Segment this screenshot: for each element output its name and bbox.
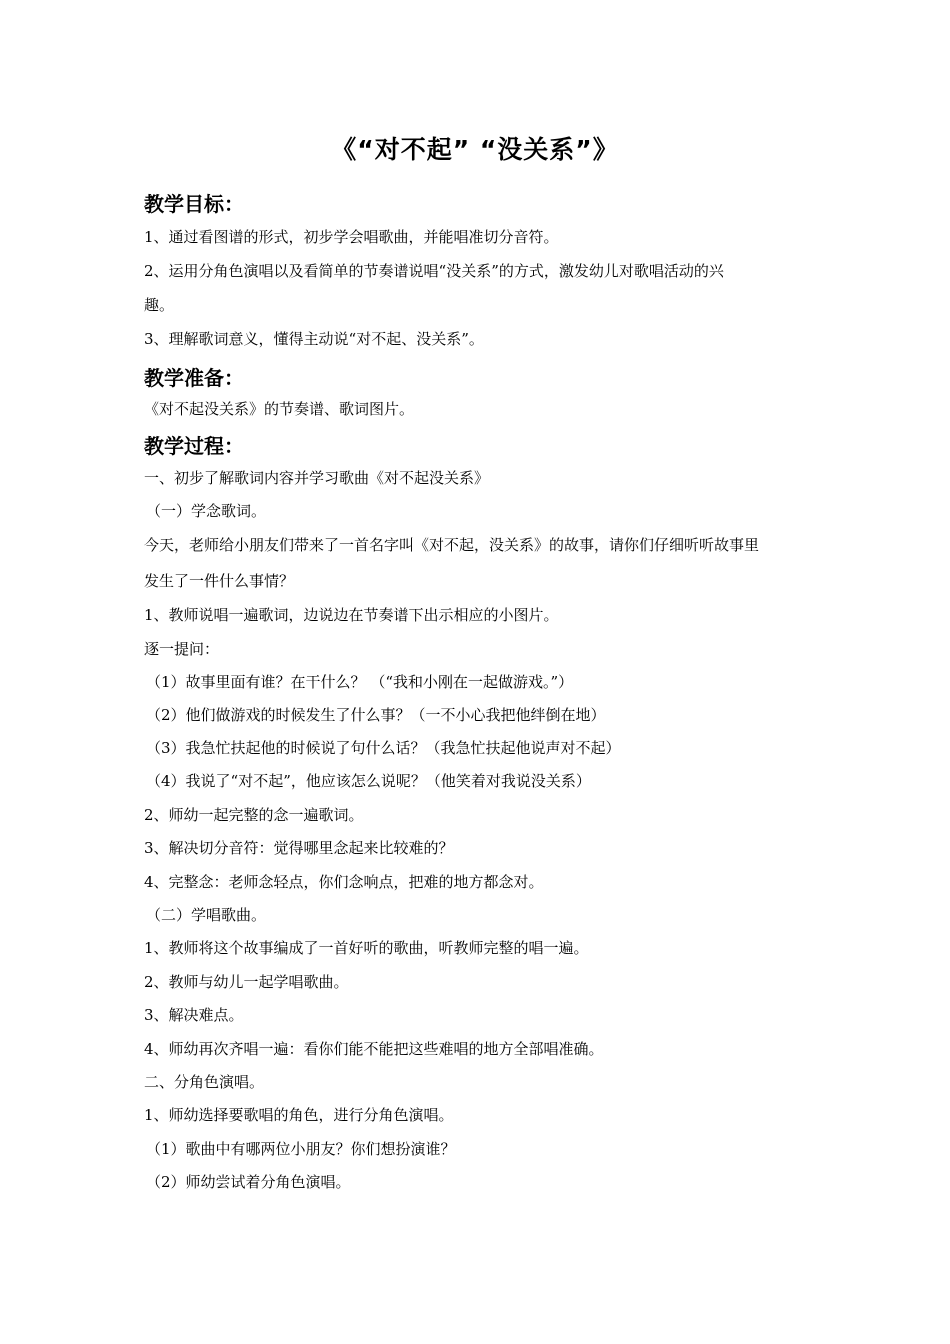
document-title: 《“对不起” “没关系”》: [331, 135, 619, 164]
process-line-12: 3、解决切分音符：觉得哪里念起来比较难的？: [144, 839, 454, 857]
process-line-3: 今天，老师给小朋友们带来了一首名字叫《对不起，没关系》的故事，请你们仔细听听故事里: [144, 536, 760, 554]
objectives-heading: 教学目标：: [144, 192, 244, 216]
process-line-14: （二）学唱歌曲。: [146, 906, 267, 924]
process-line-4: 发生了一件什么事情？: [144, 572, 295, 590]
process-line-5: 1、教师说唱一遍歌词，边说边在节奏谱下出示相应的小图片。: [144, 606, 559, 624]
process-line-11: 2、师幼一起完整的念一遍歌词。: [144, 806, 364, 824]
process-line-17: 3、解决难点。: [144, 1006, 244, 1024]
process-line-16: 2、教师与幼儿一起学唱歌曲。: [144, 973, 349, 991]
process-heading: 教学过程：: [144, 434, 244, 458]
process-line-21: （1）歌曲中有哪两位小朋友？你们想扮演谁？: [146, 1140, 456, 1158]
preparation-line-1: 《对不起没关系》的节奏谱、歌词图片。: [144, 400, 415, 418]
process-line-22: （2）师幼尝试着分角色演唱。: [146, 1173, 351, 1191]
objectives-line-3: 趣。: [144, 296, 175, 314]
process-line-15: 1、教师将这个故事编成了一首好听的歌曲，听教师完整的唱一遍。: [144, 939, 589, 957]
process-line-7: （1）故事里面有谁？在干什么？ （“我和小刚在一起做游戏。”）: [146, 673, 574, 691]
objectives-line-2: 2、运用分角色演唱以及看简单的节奏谱说唱“没关系”的方式，激发幼儿对歌唱活动的兴: [144, 262, 724, 280]
preparation-heading: 教学准备：: [144, 366, 244, 390]
objectives-line-4: 3、理解歌词意义，懂得主动说“对不起、没关系”。: [144, 330, 484, 348]
process-line-13: 4、完整念：老师念轻点，你们念响点，把难的地方都念对。: [144, 873, 544, 891]
process-line-10: （4）我说了“对不起”，他应该怎么说呢？（他笑着对我说没关系）: [146, 772, 591, 790]
process-line-19: 二、分角色演唱。: [144, 1073, 265, 1091]
process-line-8: （2）他们做游戏的时候发生了什么事？（一不小心我把他绊倒在地）: [146, 706, 606, 724]
process-line-6: 逐一提问：: [144, 640, 220, 658]
process-line-20: 1、师幼选择要歌唱的角色，进行分角色演唱。: [144, 1106, 454, 1124]
process-line-2: （一）学念歌词。: [146, 502, 267, 520]
process-line-1: 一、初步了解歌词内容并学习歌曲《对不起没关系》: [144, 469, 490, 487]
objectives-line-1: 1、通过看图谱的形式，初步学会唱歌曲，并能唱准切分音符。: [144, 228, 559, 246]
process-line-9: （3）我急忙扶起他的时候说了句什么话？（我急忙扶起他说声对不起）: [146, 739, 621, 757]
process-line-18: 4、师幼再次齐唱一遍：看你们能不能把这些难唱的地方全部唱准确。: [144, 1040, 604, 1058]
